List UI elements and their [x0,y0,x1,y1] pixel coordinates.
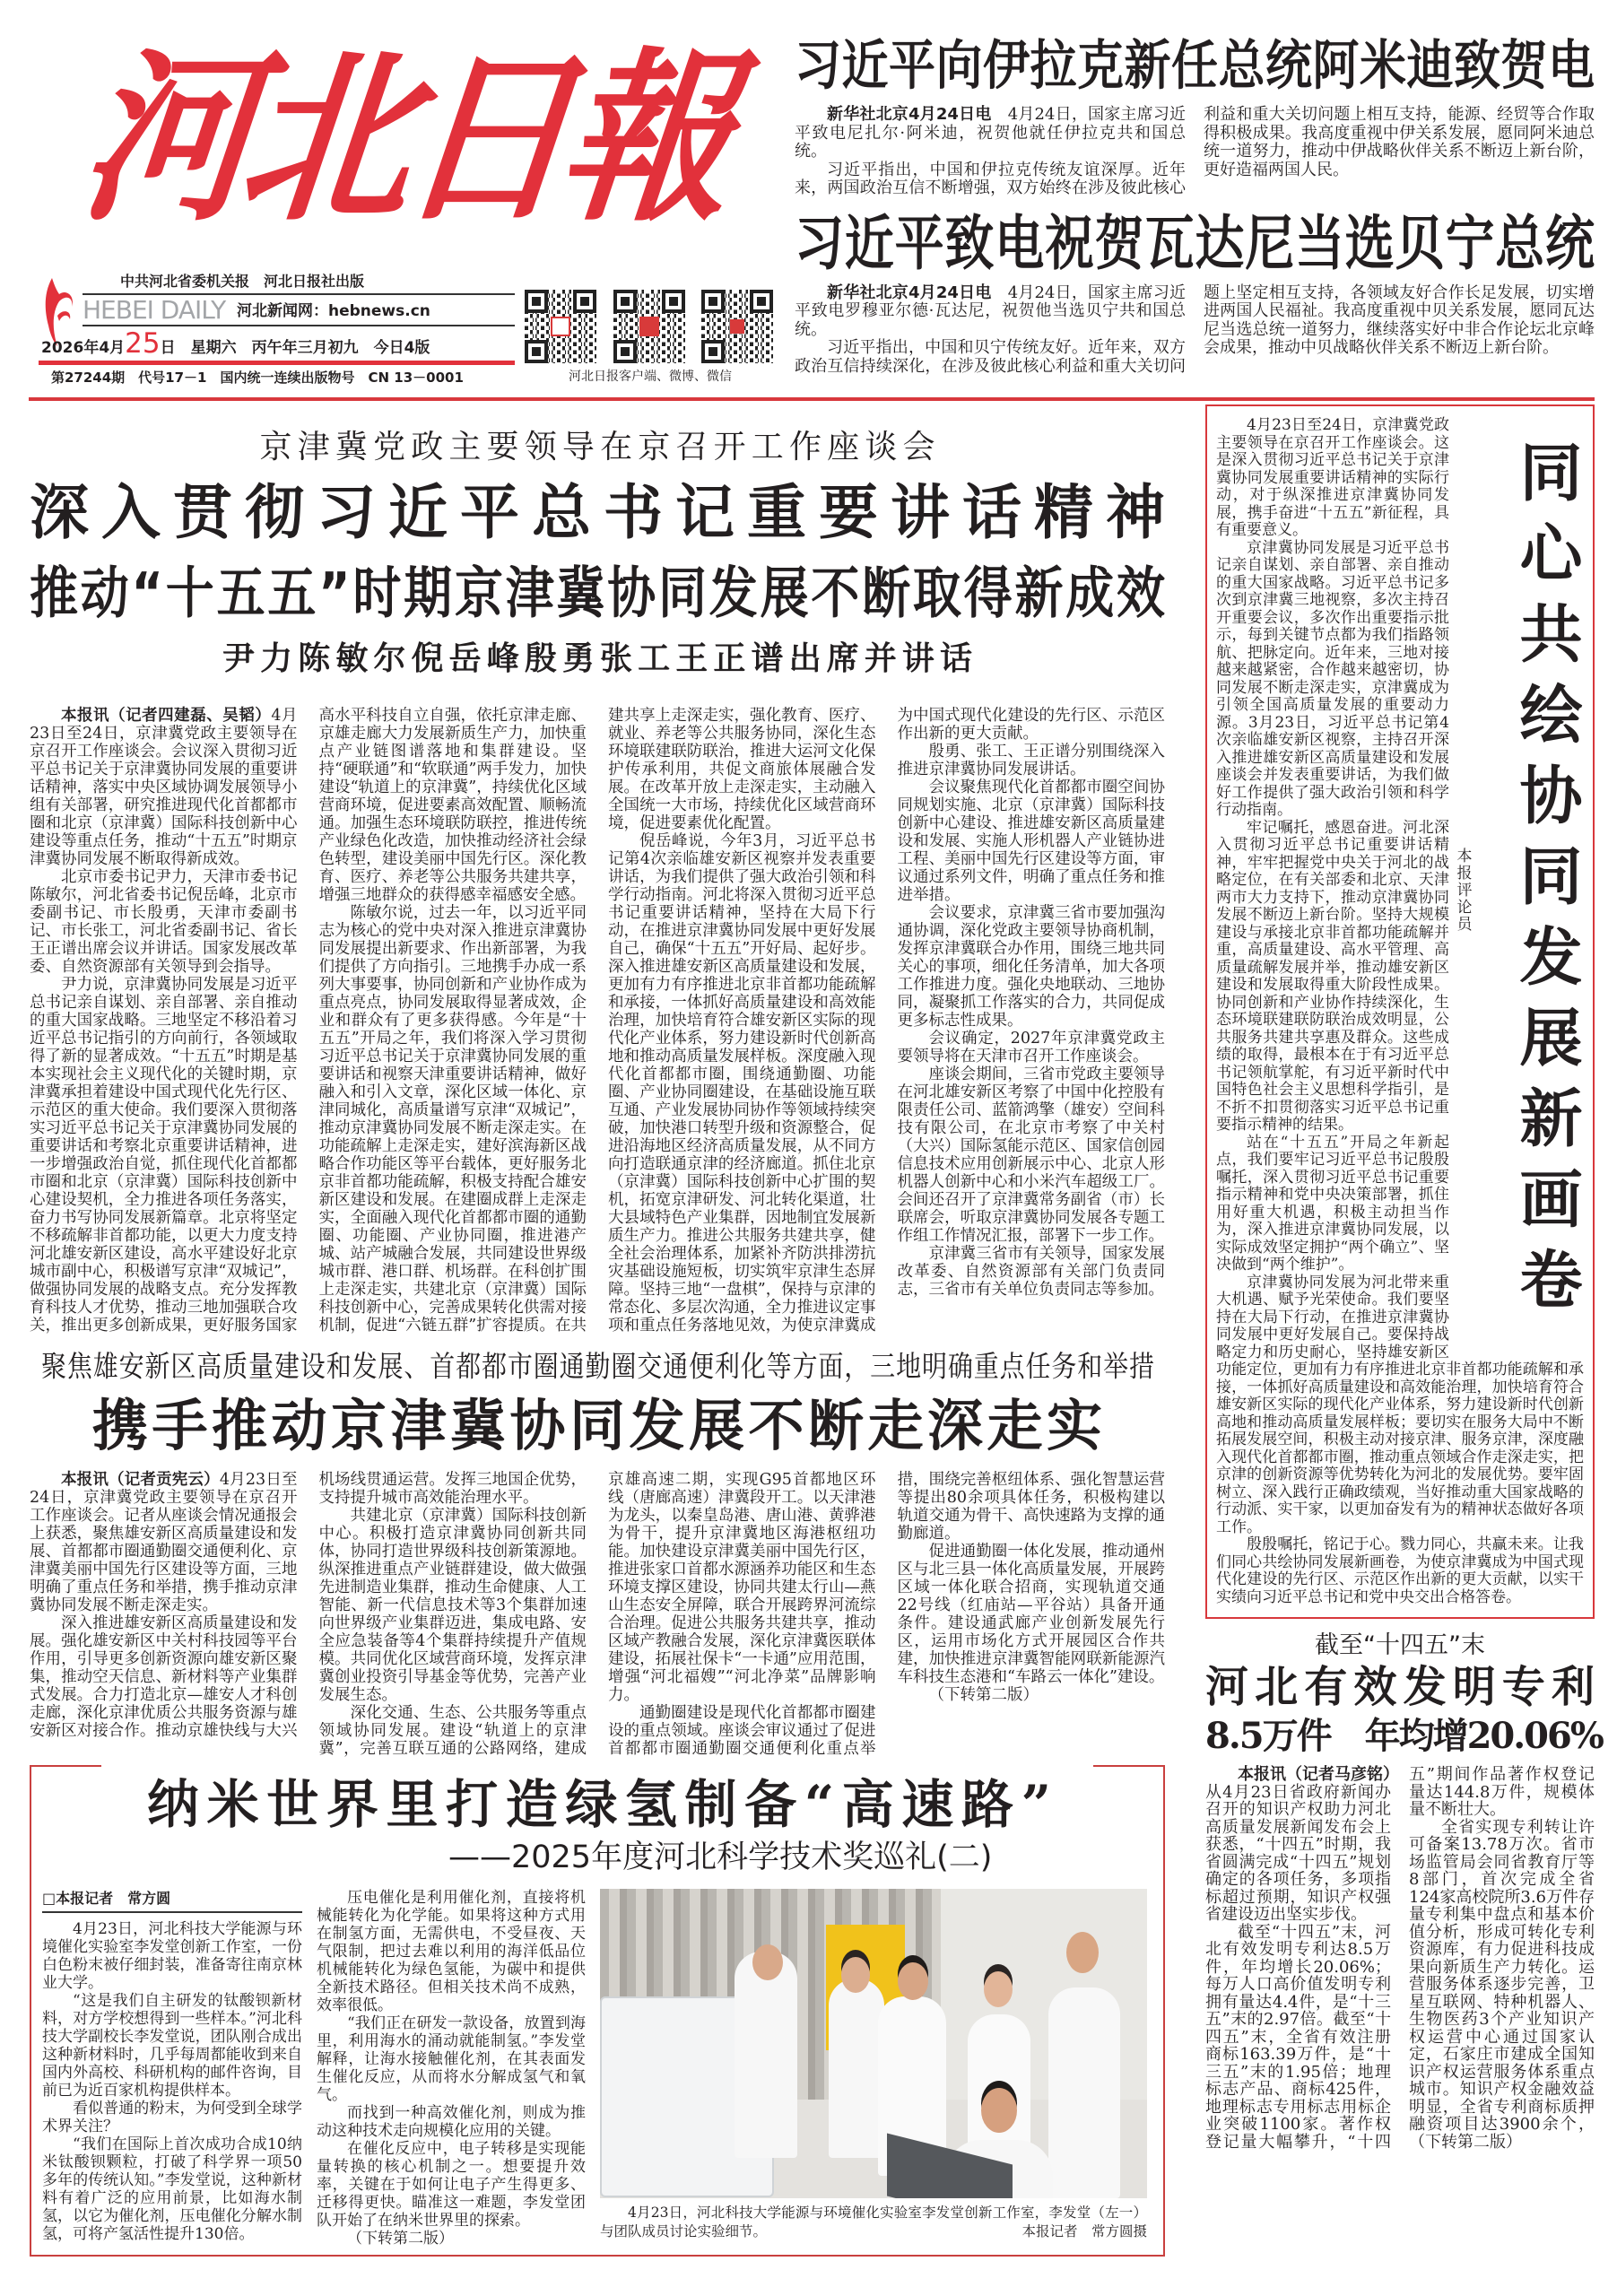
main-story-subhead: 尹力陈敏尔倪岳峰殷勇张工王正谱出席并讲话 [222,640,972,677]
paragraph: 习近平指出，中国和贝宁传统友好。近年来，双方政治互信持续深化，在涉及彼此核心利益和重大关切问题上坚定相互支持，各领域友好合作长足发展，切实增进两国人民福祉。我高度重视中贝关系发展，愿同瓦达尼当选总统一道努力，继续落实好中非合作论坛北京峰会成果，推动中贝战略伙伴关系不断迈上新台阶。 [795,283,1595,376]
paragraph: 会议要求，京津冀三省市要加强沟通协调，深化党政主要领导协商机制，发挥京津冀联合办作用，围绕三地共同关心的事项，细化任务清单，加大各项工作推进力度。强化央地联动、三地协同，凝聚抓工作落实的合力，共同促成更多标志性成果。 [897,904,1165,1030]
date-suffix: 日 星期六 丙午年三月初九 今日4版 [160,339,430,357]
paragraph: 会议聚焦现代化首都都市圈空间协同规划实施、北京（京津冀）国际科技创新中心建设、推进雄安新区高质量建设和发展、实施人形机器人产业链协进工程、美丽中国先行区建设等方面，审议通过系列文件，明确了重点任务和推进举措。 [897,778,1165,904]
date-red-rule [39,361,515,365]
commentary-title-column [1449,417,1584,1350]
reporter-lead: 本报讯（记者四建磊、吴韬） [61,707,272,725]
reporter-lead: 本报讯（记者贡宪云） [61,1471,220,1489]
issue-date [41,328,430,363]
paragraph: 倪岳峰说，今年3月，习近平总书记第4次亲临雄安新区视察并发表重要讲话，为我们提供了强大政治引领和科学行动指南。河北将深入贯彻习近平总书记重要讲话精神，坚持在大局下行动，在推进京津冀协同发展中更好发展自己，确保“十五五”开好局、起好步。深入推进雄安新区高质量建设和发展，更加有力有序推进北京非首都功能疏解和承接，一体抓好高质量建设和高效能治理，加快培育符合雄安新区实际的现代化产业体系，努力建设新时代创新高地和推动高质量发展样板。深度融入现代化首都都市圈，围绕通勤圈、功能圈、产业协同圈建设，在基础设施互联互通、产业发展协同协作等领域持续突破，加快港口转型升级和资源整合，促进沿海地区经济高质量发展，从不同方向打造联通京津的经济廊道。抓住北京（京津冀）国际科技创新中心扩围的契机，拓宽京津研发、河北转化渠道，壮大县域特色产业集群，因地制宜发展新质生产力。推进公共服务共建共享，健全社会治理体系，加紧补齐防洪排涝抗灾基础设施短板，切实筑牢京津生态屏障。坚持三地“一盘棋”，保持与京津的常态化、多层次沟通，全力推进议定事项和重点任务落地见效，为使京津冀成为中国式现代化建设的先行区、示范区作出新的更大贡献。 [608,707,1165,1335]
paragraph: 在催化反应中，电子转移是实现能量转换的核心机制之一。想要提升效率，关键在于如何让电子产生得更多、迁移得更快。瞄准这一难题，李发堂团队开始了在纳米世界里的探索。 [317,2140,586,2230]
paragraph [1409,1819,1595,2152]
paragraph: 深化交通、生态、公共服务等重点领域协同发展。建设“轨道上的京津冀”，完善互联互通的公路网络，建成京雄高速二期，实现G95首都地区环线（唐廊高速）津冀段开工。以天津港为龙头，以秦皇岛港、唐山港、黄骅港为骨干，提升京津冀地区海港枢纽功能。加快建设京津冀美丽中国先行区，推进张家口首都水源涵养功能区和生态环境支撑区建设，协同共建太行山—燕山生态安全屏障，联合开展跨界河流综合治理。促进公共服务共建共享，推动区域产教融合发展，深化京津冀医联体建设，拓展社保卡“一卡通”应用范围，增强“河北福嫂”“河北净菜”品牌影响力。 [318,1471,876,1758]
paragraph-text: 4月23日至24日，京津冀党政主要领导在京召开工作座谈会。记者从座谈会情况通报会上获悉，聚焦雄安新区高质量建设和发展、首都都市圈通勤圈交通便利化、京津冀美丽中国先行区建设等方面，三地明确了重点任务和举措，携手推动京津冀协同发展不断走深走实。 [30,1471,298,1614]
science-story-byline: □本报记者 常方圆 [42,1889,302,1913]
person [735,1952,797,2158]
photo-caption [600,2204,1147,2241]
continued-note[interactable]: （下转第二版） [347,2230,454,2248]
top-news-area [795,32,1595,376]
paragraph: 站在“十五五”开局之年新起点，我们要牢记习近平总书记殷殷嘱托，深入贯彻习近平总书记重要指示精神和党中央决策部署，抓住用好重大机遇，积极主动担当作为，深入推进京津冀协同发展，以实际成效坚定拥护“两个确立”、坚决做到“两个维护”。 [1216,1133,1449,1274]
dateline: 新华社北京4月24日电 [827,105,992,124]
top-news-2-headline: 习近平致电祝贺瓦达尼当选贝宁总统 [795,208,1595,277]
dateline: 新华社北京4月24日电 [827,283,992,302]
right-news-area [1205,404,1603,2152]
paragraph: 促进通勤圈一体化发展，推动通州区与北三县一体化高质量发展，开展跨区域一体化联合招商，实现轨道交通22号线（红庙站—平谷站）具备开通条件。建设通武廊产业创新发展先行区，运用市场化方式开展园区合作共建，加快推进京津冀智能网联新能源汽车科技生态港和“车路云一体化”建设。 [897,1543,1165,1686]
paragraph-text: 4月23日至24日，京津冀党政主要领导在京召开工作座谈会。会议深入贯彻习近平总书记关于京津冀协同发展的重要讲话精神，落实中央区域协调发展领导小组有关部署，研究推进现代化首都都市圈和北京（京津冀）国际科技创新中心建设等重点任务，推动“十五五”时期京津冀协同发展不断取得新成效。 [30,707,298,868]
paragraph: 4月23日，河北科技大学能源与环境催化实验室李发堂创新工作室，一份白色粉末被仔细封装，准备寄往南京林业大学。 [42,1920,302,1992]
paragraph [795,284,1186,340]
science-story-subtitle: ——2025年度河北科学技术奖巡礼(二) [448,1839,993,1875]
english-name: HEBEI DAILY [83,295,226,325]
patent-story-headline-1: 河北有效发明专利 [1205,1662,1595,1712]
second-story-body [30,1471,1165,1758]
science-story-column-1 [42,1889,302,2243]
qr-caption: 河北日报客户端、微博、微信 [569,370,732,384]
commentary-box [1205,404,1595,1619]
paragraph [30,707,298,868]
paragraph [795,106,1186,161]
weibo-qr-code[interactable] [613,290,685,363]
paragraph: “我们正在研发一款设备，放置到海里，利用海水的涌动就能制氢。”李发堂解释，让海水接触催化剂，在其表面发生催化反应，从而将水分解成氢气和氧气。 [317,2014,586,2104]
masthead-divider [83,325,515,326]
paragraph: 而找到一种高效催化剂，则成为推动这种技术走向规模化应用的关键。 [317,2104,586,2140]
paragraph [30,1471,298,1614]
patent-story-headline-2: 8.5万件 年均增20.06% [1205,1715,1603,1757]
science-story-headline: 纳米世界里打造绿氢制备“高速路” [147,1774,1051,1835]
paragraph-text: 4月24日，国家主席习近平致电罗穆亚尔德·瓦达尼，祝贺他当选贝宁共和国总统。 [795,283,1187,339]
patent-story-kicker: 截至“十四五”末 [1315,1631,1485,1659]
wechat-qr-code[interactable] [701,290,773,363]
paragraph: 陈敏尔说，过去一年，以习近平同志为核心的党中央对深入推进京津冀协同发展提出新要求、作出新部署，为我们提供了方向指引。三地携手办成一系列大事要事，协同创新和产业协作成为重点亮点，协同发展取得显著成效，企业和群众有了更多获得感。今年是“十五五”开局之年，我们将深入学习贯彻习近平总书记关于京津冀协同发展的重要讲话和视察天津重要讲话精神，做好融入和引入文章，深化区域一体化、京津同城化，高质量谱写京津“双城记”，推动京津冀协同发展不断走深走实。在功能疏解上走深走实，建好滨海新区战略合作功能区等平台载体，更好服务北京非首都功能疏解，积极支持配合雄安新区建设和发展。在建圈成群上走深走实，全面融入现代化首都都市圈的通勤圈、功能圈、产业协同圈，推进港产城、站产城融合发展，共同建设世界级城市群、港口群、机场群。在科创扩围上走深走实，共建北京（京津冀）国际科技创新中心，完善成果转化供需对接机制，促进“六链五群”扩容提质。在共建共享上走深走实，强化教育、医疗、就业、养老等公共服务协同，深化生态环境联建联防联治，推进大运河文化保护传承利用，共促文商旅体展融合发展。在改革开放上走深走实，主动融入全国统一大市场，持续优化区域营商环境，促进要素优化配置。 [318,707,876,1335]
paragraph: 会议确定，2027年京津冀党政主要领导将在天津市召开工作座谈会。 [897,1030,1165,1065]
paragraph: “这是我们自主研发的钛酸钡新材料，对方学校想得到一些样本。”河北科技大学副校长李发堂说，团队刚合成出这种新材料时，几乎每周都能收到来自国内外高校、科研机构的邮件咨询，目前已为近百家机构提供样本。 [42,1992,302,2100]
science-story-column-2 [317,1889,586,2248]
paragraph: 京津冀三省市有关领导，国家发展改革委、自然资源部有关部门负责同志，三省市有关单位负责同志等参加。 [897,1245,1165,1299]
paragraph: 深入推进雄安新区高质量建设和发展。强化雄安新区中关村科技园等平台作用，引导更多创新资源向雄安新区聚集，推动空天信息、新材料等产业集群式发展。合力打造北京—雄安人才科创走廊，深化京津优质公共服务资源与雄安新区对接合作。推动京雄快线与大兴机场线贯通运营。发挥三地国企优势，支持提升城市高效能治理水平。 [30,1471,587,1740]
main-story-headline-1: 深入贯彻习近平总书记重要讲话精神 [30,478,1165,547]
publisher-line: 中共河北省委机关报 河北日报社出版 [120,273,365,290]
main-story-headline-2: 推动“十五五”时期京津冀协同发展不断取得新成效 [30,561,1165,626]
continued-note[interactable]: （下转第二版） [1409,2132,1522,2152]
second-story-headline: 携手推动京津冀协同发展不断走深走实 [92,1393,1102,1458]
science-story-row [31,1889,1163,2248]
continued-note[interactable]: （下转第二版） [928,1686,1039,1704]
paragraph: 殷殷嘱托，铭记于心。戮力同心，共赢未来。让我们同心共绘协同发展新画卷，为使京津冀成为中国式现代化建设的先行区、示范区作出新的更大贡献，以实干实绩向习近平总书记和党中央交出合格答卷。 [1216,1535,1584,1606]
photo-block [600,1889,1147,2241]
paragraph: 通勤圈建设是现代化首都都市圈建设的重点领域。座谈会审议通过了促进首都都市圈通勤圈交通便利化重点举措，围绕完善枢纽体系、强化智慧运营等提出80余项具体任务，积极构建以轨道交通为骨干、高快速路为支撑的通勤廊道。 [608,1471,1165,1758]
caption-text: 4月23日，河北科技大学能源与环境催化实验室李发堂创新工作室，李发堂（左一）与团队成员讨论实验细节。 [600,2205,1147,2239]
paragraph [1205,1765,1399,1924]
left-news-area [30,420,1165,2257]
paragraph: 京津冀协同发展为河北带来重大机遇、赋予光荣使命。我们要坚持在大局下行动，在推进京津冀协同发展中更好发展自己。要保持战略定力和历史耐心，坚持雄安新区功能定位，更加有力有序推进北京非首都功能疏解和承接，一体抓好高质量建设和高效能治理，加快培育符合雄安新区实际的现代化产业体系，努力建设新时代创新高地和推动高质量发展样板；要切实在服务大局中不断拓展发展空间，积极主动对接京津、服务京津，深度融入现代化首都都市圈，推动重点领域合作走深走实，把京津的创新资源等优势转化为河北的发展优势。要牢固树立、深入践行正确政绩观，当好推动重大国家战略的行动派、实干家，以更加奋发有为的精神状态做好各项工作。 [1216,1273,1584,1536]
main-story-body [30,707,1165,1335]
paragraph-text: 从4月23日省政府新闻办召开的知识产权助力河北高质量发展新闻发布会上获悉，“十四五”时期，我省圆满完成“十四五”规划确定的各项任务，多项指标超过预期，知识产权强省建设迈出坚实步伐。 [1205,1782,1391,1924]
date-day: 25 [125,327,161,360]
science-story-box [30,1765,1165,2257]
paragraph: 习近平指出，中国和伊拉克传统友谊深厚。近年来，两国政治互信不断增强，双方始终在涉及彼此核心利益和重大关切问题上相互支持，能源、经贸等合作取得积极成果。我高度重视中伊关系发展，愿同阿米迪总统一道努力，推动中伊战略伙伴关系不断迈上新台阶，更好造福两国人民。 [795,105,1595,197]
paragraph: 京津冀协同发展是习近平总书记亲自谋划、亲自部署、亲自推动的重大国家战略。习近平总书记多次到京津冀三地视察，多次主持召开重要会议，多次作出重要指示批示，每到关键节点都为我们指路领航、把脉定向。近年来，三地对接越来越紧密，合作越来越密切，协同发展不断走深走实，京津冀成为引领全国高质量发展的重要动力源。3月23日，习近平总书记第4次亲临雄安新区视察，主持召开深入推进雄安新区高质量建设和发展座谈会并发表重要讲话，为我们做好工作提供了强大政治引领和科学行动指南。 [1216,538,1449,819]
website-link[interactable]: 河北新闻网：hebnews.cn [237,302,430,320]
reporter-lead: 本报讯（记者马彦铭） [1238,1765,1399,1784]
second-story-kicker: 聚焦雄安新区高质量建设和发展、首都都市圈通勤圈交通便利化等方面，三地明确重点任务和举措 [41,1349,1154,1384]
person [1048,1987,1120,2198]
paragraph: 殷勇、张工、王正谱分别围绕深入推进京津冀协同发展讲话。 [897,743,1165,778]
paragraph: 看似普通的粉末，为何受到全球学术界关注？ [42,2100,302,2135]
paragraph: 牢记嘱托，感恩奋进。河北深入贯彻习近平总书记重要讲话精神，牢牢把握党中央关于河北的战略定位，在有关部委和北京、天津两市大力支持下，推动京津冀协同发展不断迈上新台阶。坚持大规模建设与承接北京非首都功能疏解并重，高质量建设、高水平管理、高质量疏解发展并举，推动雄安新区建设和发展取得重大阶段性成果。协同创新和产业协作持续深化，生态环境联建联防联治成效明显，公共服务共建共享惠及群众。这些成绩的取得，最根本在于有习近平总书记领航掌舵，有习近平新时代中国特色社会主义思想科学指引，是不折不扣贯彻落实习近平总书记重要指示精神的结果。 [1216,818,1449,1134]
paragraph-text: 全省实现专利转让许可备案13.78万次。省市场监管局会同省教育厅等8部门，首次完成全省124家高校院所3.6万件存量专利集中盘点和基本价值分析，形成可转化专利资源库，有力促进科技成果向新质生产力转化。运营服务体系逐步完善，卫星互联网、特种机器人、生物医药3个产业知识产权运营中心通过国家认定，石家庄市建成全国知识产权运营服务体系重点城市。知识产权金融效益明显，全省专利商标质押融资项目达3900余个， [1409,1817,1595,2134]
patent-story-body [1205,1766,1595,2151]
top-news-1-headline: 习近平向伊拉克新任总统阿米迪致贺电 [795,35,1595,98]
paragraph-text: 4月24日，国家主席习近平致电尼扎尔·阿米迪，祝贺他就任伊拉克共和国总统。 [795,105,1187,161]
paragraph: “我们在国际上首次成功合成10纳米钛酸钡颗粒，打破了科学界一项50多年的传统认知。”李发堂说，这种新材料有着广泛的应用前景，比如海水制氢，以它为催化剂，压电催化分解水制氢，可将产氢活性提升130倍。 [42,2135,302,2243]
top-news-2-body [795,284,1595,377]
issue-info: 第27244期 代号17－1 国内统一连续出版物号 CN 13－0001 [51,370,464,386]
photo-credit: 本报记者 常方圆摄 [1021,2223,1147,2239]
main-story-kicker: 京津冀党政主要领导在京召开工作座谈会 [259,429,935,465]
paragraph: 4月23日至24日，京津冀党政主要领导在京召开工作座谈会。这是深入贯彻习近平总书记关于京津冀协同发展重要讲话精神的实际行动，对于纵深推进京津冀协同发展，携手奋进“十五五”新征程，具有重要意义。 [1216,416,1449,539]
paragraph: 北京市委书记尹力，天津市委书记陈敏尔，河北省委书记倪岳峰，北京市委副书记、市长殷勇，天津市委副书记、市长张工，河北省委副书记、省长王正谱出席会议并讲话。国家发展改革委、自然资源部有关领导到会指导。 [30,868,298,976]
date-prefix: 2026年4月 [41,339,126,357]
top-news-1-body [795,106,1595,198]
masthead-logo: 河北日報 [71,30,734,247]
lab-team-photo [600,1889,1147,2198]
box-top-rule-right [1093,1765,1165,1767]
paragraph: 压电催化是利用催化剂，直接将机械能转化为化学能。如果将这种方式用在制氢方面，无需供电，不受昼夜、天气限制，把过去难以利用的海洋低品位机械能转化为绿色氢能，为碳中和提供全新技术路径。但相关技术尚不成熟，效率很低。 [317,1889,586,2014]
paragraph: 尹力说，京津冀协同发展是习近平总书记亲自谋划、亲自部署、亲自推动的重大国家战略。三地坚定不移沿着习近平总书记指引的方向前行，各领域取得了新的显著成效。“十五五”时期是基本实现社会主义现代化的关键时期，京津冀承担着建设中国式现代化先行区、示范区的重大使命。我们要深入贯彻落实习近平总书记关于京津冀协同发展的重要讲话和考察北京重要讲话精神，进一步增强政治自觉，抓住现代化首都都市圈和北京（京津冀）国际科技创新中心建设契机，全力推进各项任务落实，奋力书写协同发展新篇章。北京将坚定不移疏解非首都功能，以更大力度支持河北雄安新区建设，高水平建设好北京城市副中心，积极谱写京津“双城记”，做强协同发展的战略支点。充分发挥教育科技人才优势，推动三地加强联合攻关，推出更多创新成果，更好服务国家高水平科技自立自强，依托京津走廊、京雄走廊大力发展新质生产力，加快重点产业链图谱落地和集群建设。坚持“硬联通”和“软联通”两手发力，加快建设“轨道上的京津冀”，持续优化区域营商环境，促进要素高效配置、顺畅流通。加强生态环境联防联控，推进传统产业绿色化改造，加快推动经济社会绿色转型，建设美丽中国先行区。深化教育、医疗、养老等公共服务共建共享，增强三地群众的获得感幸福感安全感。 [30,707,587,1335]
column-text [42,1920,302,2243]
client-qr-code[interactable] [525,290,596,363]
commentary-title: 同心共绘协同发展新画卷 [1509,439,1584,1327]
box-top-rule-left [30,1765,101,1767]
paragraph: 共建北京（京津冀）国际科技创新中心。积极打造京津冀协同创新共同体，协同打造世界级科技创新策源地。纵深推进重点产业链群建设，做大做强先进制造业集群，推动生命健康、人工智能、新一代信息技术等3个集群加速向世界级产业集群迈进，集成电路、安全应急装备等4个集群持续提升产值规模。共同优化区域营商环境，发挥京津冀创业投资引导基金等优势，完善产业发展生态。 [318,1507,587,1704]
paragraph: 座谈会期间，三省市党政主要领导在河北雄安新区考察了中国中化控股有限责任公司、蓝箭鸿擎（雄安）空间科技有限公司，在北京市考察了中关村（大兴）国际氢能示范区、国家信创园信息技术应用创新展示中心、北京人形机器人创新中心和小米汽车超级工厂。会间还召开了京津冀常务副省（市）长联席会，听取京津冀协同发展各专题工作组工作情况汇报，部署下一步工作。 [897,1065,1165,1245]
commentary-byline: 本报评论员 [1453,848,1472,933]
paragraph: 截至“十四五”末，河北有效发明专利达8.5万件，年均增长20.06%；每万人口高价值发明专利拥有量达4.4件，是“十三五”末的2.97倍。截至“十四五”末，全省有效注册商标163.39万件，是“十三五”末的1.95倍；地理标志产品、商标425件，地理标志专用标志用标企业突破1100家。著作权登记量大幅攀升，“十四五”期间作品著作权登记量达144.8万件，规模体量不断壮大。 [1205,1765,1595,2152]
person [829,1979,884,2158]
masthead-bottom-rule [29,397,1595,401]
